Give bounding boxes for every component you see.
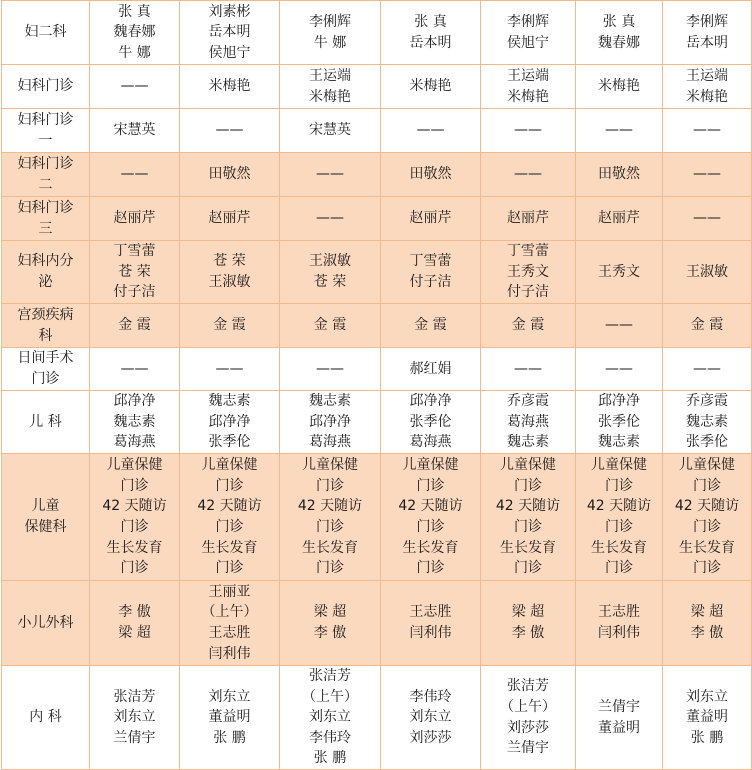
staff-cell: —— — [180, 109, 280, 153]
staff-cell: —— — [576, 304, 663, 348]
staff-cell: 乔彦霞 葛海燕 魏志素 — [481, 391, 576, 454]
staff-cell: 王运端 米梅艳 — [663, 65, 752, 109]
staff-cell: —— — [481, 109, 576, 153]
staff-cell: 儿童保健 门诊 42 天随访 门诊 生长发育 门诊 — [576, 454, 663, 581]
table-row — [2, 348, 752, 391]
staff-cell: —— — [481, 348, 576, 391]
staff-cell: 梁 超 李 傲 — [280, 581, 381, 666]
staff-cell: 张洁芳 （上午） 刘东立 李伟玲 张 鹏 — [280, 666, 381, 770]
staff-cell: 李 傲 梁 超 — [90, 581, 180, 666]
staff-cell: 李伟玲 刘东立 刘莎莎 — [381, 666, 481, 770]
roster-body — [2, 1, 752, 770]
staff-cell: 王志胜 闫利伟 — [576, 581, 663, 666]
staff-cell: 赵丽芹 — [381, 197, 481, 241]
department-cell: 妇科门诊 一 — [2, 109, 90, 153]
staff-cell: 王志胜 闫利伟 — [381, 581, 481, 666]
staff-cell: 李俐辉 岳本明 — [663, 1, 752, 65]
table-row — [2, 1, 752, 65]
duty-roster-table — [1, 0, 752, 770]
staff-cell: 张 真 魏春娜 — [576, 1, 663, 65]
table-row — [2, 197, 752, 241]
staff-cell: —— — [90, 348, 180, 391]
staff-cell: —— — [481, 153, 576, 197]
staff-cell: 梁 超 李 傲 — [663, 581, 752, 666]
staff-cell: 张 真 岳本明 — [381, 1, 481, 65]
staff-cell: —— — [663, 153, 752, 197]
staff-cell: 赵丽芹 — [576, 197, 663, 241]
staff-cell: 赵丽芹 — [90, 197, 180, 241]
department-cell: 妇科门诊 二 — [2, 153, 90, 197]
staff-cell: 张洁芳 （上午） 刘莎莎 兰倩宇 — [481, 666, 576, 770]
staff-cell: 丁雪蕾 苍 荣 付子洁 — [90, 241, 180, 304]
department-cell: 宫颈疾病 科 — [2, 304, 90, 348]
staff-cell: 米梅艳 — [576, 65, 663, 109]
department-cell: 妇二科 — [2, 1, 90, 65]
staff-cell: 李俐辉 侯旭宁 — [481, 1, 576, 65]
staff-cell: —— — [180, 348, 280, 391]
table-row — [2, 109, 752, 153]
staff-cell: 田敬然 — [576, 153, 663, 197]
table-row — [2, 454, 752, 581]
staff-cell: —— — [280, 348, 381, 391]
staff-cell: 儿童保健 门诊 42 天随访 门诊 生长发育 门诊 — [180, 454, 280, 581]
table-row — [2, 304, 752, 348]
staff-cell: —— — [663, 348, 752, 391]
staff-cell: 金 霞 — [280, 304, 381, 348]
staff-cell: 李俐辉 牛 娜 — [280, 1, 381, 65]
table-row — [2, 241, 752, 304]
staff-cell: 梁 超 李 傲 — [481, 581, 576, 666]
staff-cell: —— — [90, 65, 180, 109]
staff-cell: —— — [663, 197, 752, 241]
staff-cell: 王淑敏 苍 荣 — [280, 241, 381, 304]
department-cell: 小儿外科 — [2, 581, 90, 666]
staff-cell: —— — [576, 348, 663, 391]
staff-cell: 儿童保健 门诊 42 天随访 门诊 生长发育 门诊 — [381, 454, 481, 581]
staff-cell: 赵丽芹 — [180, 197, 280, 241]
staff-cell: 刘东立 董益明 张 鹏 — [180, 666, 280, 770]
staff-cell: —— — [90, 153, 180, 197]
staff-cell: 魏志素 邱净净 张季伦 — [180, 391, 280, 454]
staff-cell: 苍 荣 王淑敏 — [180, 241, 280, 304]
staff-cell: 王运端 米梅艳 — [481, 65, 576, 109]
staff-cell: 张洁芳 刘东立 兰倩宇 — [90, 666, 180, 770]
staff-cell: 兰倩宇 董益明 — [576, 666, 663, 770]
staff-cell: 金 霞 — [180, 304, 280, 348]
staff-cell: 赵丽芹 — [481, 197, 576, 241]
staff-cell: 王丽亚 （上午） 王志胜 闫利伟 — [180, 581, 280, 666]
staff-cell: 张 真 魏春娜 牛 娜 — [90, 1, 180, 65]
table-row — [2, 581, 752, 666]
staff-cell: —— — [280, 153, 381, 197]
staff-cell: —— — [381, 109, 481, 153]
staff-cell: 邱净净 张季伦 葛海燕 — [381, 391, 481, 454]
staff-cell: —— — [280, 197, 381, 241]
department-cell: 内 科 — [2, 666, 90, 770]
staff-cell: 金 霞 — [481, 304, 576, 348]
staff-cell: —— — [663, 109, 752, 153]
staff-cell: 邱净净 魏志素 葛海燕 — [90, 391, 180, 454]
department-cell: 妇科门诊 — [2, 65, 90, 109]
staff-cell: 金 霞 — [90, 304, 180, 348]
staff-cell: 米梅艳 — [180, 65, 280, 109]
staff-cell: 儿童保健 门诊 42 天随访 门诊 生长发育 门诊 — [90, 454, 180, 581]
staff-cell: 金 霞 — [381, 304, 481, 348]
staff-cell: 邱净净 张季伦 魏志素 — [576, 391, 663, 454]
department-cell: 儿 科 — [2, 391, 90, 454]
staff-cell: 王运端 米梅艳 — [280, 65, 381, 109]
staff-cell: 王淑敏 — [663, 241, 752, 304]
staff-cell: 田敬然 — [180, 153, 280, 197]
department-cell: 妇科门诊 三 — [2, 197, 90, 241]
staff-cell: 丁雪蕾 王秀文 付子洁 — [481, 241, 576, 304]
staff-cell: 儿童保健 门诊 42 天随访 门诊 生长发育 门诊 — [481, 454, 576, 581]
staff-cell: 刘东立 董益明 张 鹏 — [663, 666, 752, 770]
staff-cell: 金 霞 — [663, 304, 752, 348]
staff-cell: 米梅艳 — [381, 65, 481, 109]
department-cell: 日间手术 门诊 — [2, 348, 90, 391]
table-row — [2, 153, 752, 197]
staff-cell: 刘素彬 岳本明 侯旭宁 — [180, 1, 280, 65]
staff-cell: 儿童保健 门诊 42 天随访 门诊 生长发育 门诊 — [280, 454, 381, 581]
staff-cell: 魏志素 邱净净 葛海燕 — [280, 391, 381, 454]
staff-cell: 宋慧英 — [90, 109, 180, 153]
table-row — [2, 666, 752, 770]
department-cell: 妇科内分 泌 — [2, 241, 90, 304]
staff-cell: 宋慧英 — [280, 109, 381, 153]
table-row — [2, 65, 752, 109]
department-cell: 儿童 保健科 — [2, 454, 90, 581]
staff-cell: —— — [576, 109, 663, 153]
staff-cell: 王秀文 — [576, 241, 663, 304]
staff-cell: 田敬然 — [381, 153, 481, 197]
staff-cell: 丁雪蕾 付子洁 — [381, 241, 481, 304]
staff-cell: 儿童保健 门诊 42 天随访 门诊 生长发育 门诊 — [663, 454, 752, 581]
staff-cell: 郝红娟 — [381, 348, 481, 391]
table-row — [2, 391, 752, 454]
staff-cell: 乔彦霞 魏志素 张季伦 — [663, 391, 752, 454]
